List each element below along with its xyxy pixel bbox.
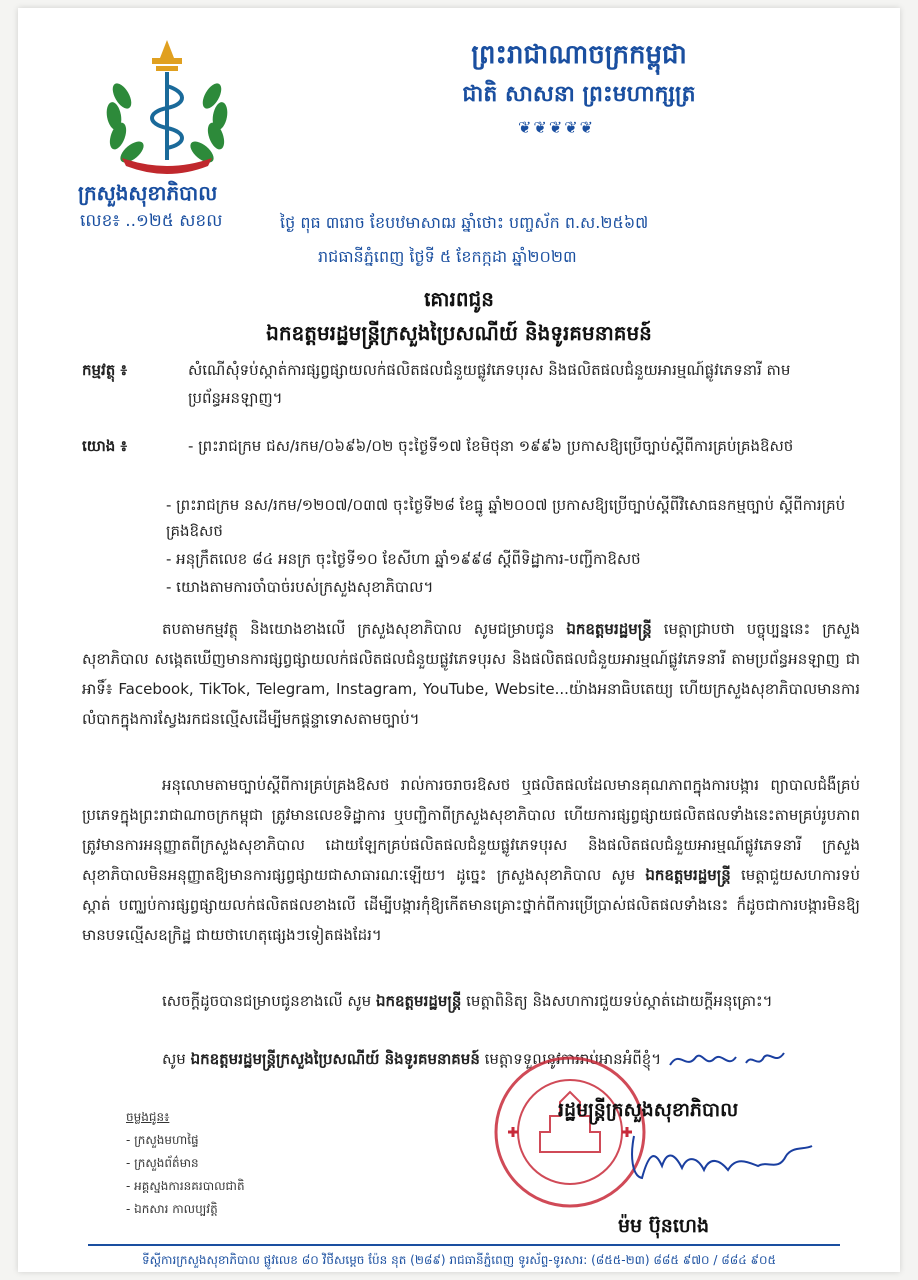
signatory-title: រដ្ឋមន្ត្រីក្រសួងសុខាភិបាល [558,1099,739,1121]
salutation: គោរពជូន [424,287,494,311]
body-paragraph-1: តបតាមកម្មវត្ថុ និងយោងខាងលើ ក្រសួងសុខាភិបាល សូមជម្រាបជូន ឯកឧត្តមរដ្ឋមន្ត្រី មេត្តាជ្រាបថា បច្ចុប្បន្ននេះ ក្រសួងសុខាភិបាល សង្កេតឃើញមានការផ្សព្វផ្សាយលក់ផលិតផលជំនួយផ្លូវភេទបុរស និងផលិតផលជំនួយអារម្មណ៍ផ្លូវភេទនារី តាមប្រព័ន្ធអនឡាញ ជាអាទិ៍៖ Facebook, TikTok, Telegram, Instagram, YouTube, Website...យ៉ាងអនាធិបតេយ្យ ហើយក្រសួងសុខាភិបាលមានការលំបាកក្នុងការស្វែងរកជនល្មើសដើម្បីមកផ្តន្ទាទោសតាមច្បាប់។ [82,620,860,728]
reference-number: លេខ៖ ..១២៥ សខល [80,211,223,231]
ornament-divider-icon: ❦❦❦❦❦ [518,118,596,137]
reference-item: - ព្រះរាជក្រម នស/រកម/១២០៧/០៣៧ ចុះថ្ងៃទី២៨ ខែធ្នូ ឆ្នាំ២០០៧ ប្រកាសឱ្យប្រើច្បាប់ស្តីពីវិសោធនកម្មច្បាប់ ស្តីពីការគ្រប់គ្រងឱសថ [166,496,846,540]
reference-row [82,432,860,460]
reference-label: យោង ៖ [82,437,128,455]
body-paragraph-2: អនុលោមតាមច្បាប់ស្តីពីការគ្រប់គ្រងឱសថ រាល់ការចរាចរឱសថ ឬផលិតផលដែលមានគុណភាពក្នុងការបង្ការ ព្យាបាលជំងឺគ្រប់ប្រភេទក្នុងព្រះរាជាណាចក្រកម្ពុជា ត្រូវមានលេខទិដ្ឋាការ ឬបញ្ជិកាពីក្រសួងសុខាភិបាល ហើយការផ្សព្វផ្សាយផលិតផលទាំងនេះតាមគ្រប់រូបភាពត្រូវមានការអនុញ្ញាតពីក្រសួងសុខាភិបាល ដោយឡែកគ្រប់ផលិតផលជំនួយផ្លូវភេទបុរស និងផលិតផលជំនួយអារម្មណ៍ផ្លូវភេទនារី ក្រសួងសុខាភិបាលមិនអនុញ្ញាតឱ្យមានការផ្សព្វផ្សាយជាសាធារណៈឡើយ។ ដូច្នេះ ក្រសួងសុខាភិបាល សូម ឯកឧត្តមរដ្ឋមន្ត្រី មេត្តាជួយសហការទប់ស្កាត់ បញ្ឈប់ការផ្សព្វផ្សាយលក់ផលិតផលខាងលើ ដើម្បីបង្ការកុំឱ្យកើតមានគ្រោះថ្នាក់ពីការប្រើប្រាស់ផលិតផលទាំងនេះ ក៏ដូចជាការបង្ការមិនឱ្យមានបទល្មើសឧក្រិដ្ឋ ជាយថាហេតុផ្សេងៗទៀតផងដែរ។ [82,776,860,944]
cc-item: - ក្រសួងព័ត៌មាន [126,1156,199,1170]
ministry-name: ក្រសួងសុខាភិបាល [78,181,218,205]
handwritten-signature-icon [628,1126,818,1186]
footer-divider [88,1244,840,1246]
cc-item: - អគ្គស្នងការនគរបាលជាតិ [126,1179,245,1193]
body-paragraph-3: សេចក្តីដូចបានជម្រាបជូនខាងលើ សូម ឯកឧត្តមរដ្ឋមន្ត្រី មេត្តាពិនិត្យ និងសហការជួយទប់ស្កាត់ដោយក្តីអនុគ្រោះ។ [162,992,773,1010]
national-motto: ជាតិ សាសនា ព្រះមហាក្សត្រ [462,82,696,107]
cc-heading: ចម្លងជូន៖ [126,1110,170,1124]
kingdom-title: ព្រះរាជាណាចក្រកម្ពុជា [471,40,687,70]
subject-label: កម្មវត្ថុ ៖ [82,361,128,379]
footer-address: ទីស្តីការក្រសួងសុខាភិបាល ផ្លូវលេខ ៨០ វិថីសម្តេច ប៉ែន នុត (២៨៩) រាជធានីភ្នំពេញ ទូរស័ព្ទ-ទូរសារ: (៨៥៥-២៣) ៨៨៥ ៩៧០ / ៨៨៤ ៩០៥ [141,1253,777,1267]
body-paragraph-4: សូម ឯកឧត្តមរដ្ឋមន្ត្រីក្រសួងប្រៃសណីយ៍ និងទូរគមនាគមន៍ មេត្តាទទួលនូវការរាប់អានអំពីខ្ញុំ។ [82,1044,860,1074]
cc-list [126,1106,245,1221]
signatory-name: ម៉ម ប៊ុនហេង [618,1215,710,1237]
cc-item: - ក្រសួងមហាផ្ទៃ [126,1133,199,1147]
addressee: ឯកឧត្តមរដ្ឋមន្ត្រីក្រសួងប្រៃសណីយ៍ និងទូរគមនាគមន៍ [266,321,652,345]
reference-item: - អនុក្រឹតលេខ ៨៤ អនក្រ ចុះថ្ងៃទី១០ ខែសីហា ឆ្នាំ១៩៩៨ ស្តីពីទិដ្ឋាការ-បញ្ជីកាឱសថ [166,550,641,568]
official-seal-icon [490,1052,650,1212]
initials-signature-icon [666,1047,796,1073]
letter-page [18,8,900,1272]
reference-item: - យោងតាមការចាំបាច់របស់ក្រសួងសុខាភិបាល។ [166,578,434,596]
reference-list [166,492,860,602]
subject-row [82,356,860,412]
reference-first: - ព្រះរាជក្រម ជស/រកម/០៦៩៦/០២ ចុះថ្ងៃទី១៧ ខែមិថុនា ១៩៩៦ ប្រកាសឱ្យប្រើច្បាប់ស្តីពីការគ្រប់គ្រងឱសថ [188,437,794,455]
lunar-date: ថ្ងៃ ពុធ ៣រោច ខែបឋមាសាឍ ឆ្នាំថោះ បញ្ចស័ក ព.ស.២៥៦៧ [280,213,649,232]
solar-date: រាជធានីភ្នំពេញ ថ្ងៃទី ៥ ខែកក្កដា ឆ្នាំ២០២៣ [318,247,577,266]
cc-item: - ឯកសារ កាលប្បវត្តិ [126,1202,218,1216]
subject-text: សំណើសុំទប់ស្កាត់ការផ្សព្វផ្សាយលក់ផលិតផលជំនួយផ្លូវភេទបុរស និងផលិតផលជំនួយអារម្មណ៍ផ្លូវភេទនារី តាមប្រព័ន្ធអនឡាញ។ [188,361,791,407]
